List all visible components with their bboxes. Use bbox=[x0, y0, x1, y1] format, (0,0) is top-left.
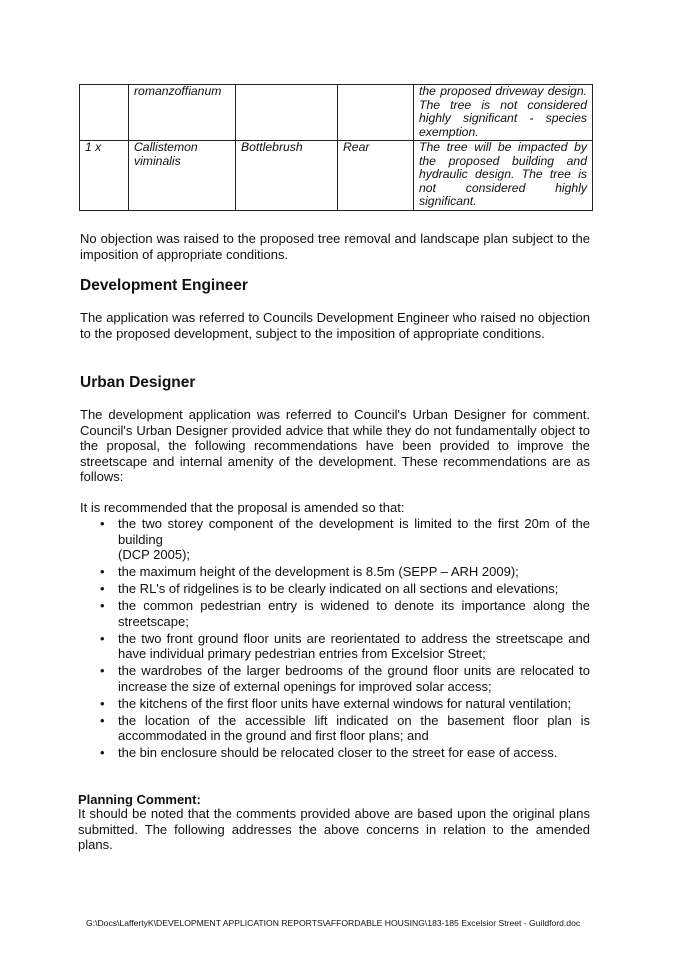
recommendation-text: the maximum height of the development is 8.5m (SEPP – ARH 2009); bbox=[118, 564, 519, 579]
list-item bbox=[80, 663, 590, 694]
common-name-cell bbox=[236, 85, 338, 141]
bullet-icon: • bbox=[100, 598, 105, 613]
comment-cell: the proposed driveway design. The tree is not considered highly significant - species exemption. bbox=[414, 85, 593, 141]
bullet-icon: • bbox=[100, 564, 105, 579]
list-item bbox=[80, 516, 590, 547]
document-path-footer: G:\Docs\LaffertyK\DEVELOPMENT APPLICATION REPORTS\AFFORDABLE HOUSING\183-185 Excelsior Street - Guildford.doc bbox=[86, 918, 581, 928]
location-cell bbox=[338, 85, 414, 141]
bullet-icon: • bbox=[100, 663, 105, 678]
location-cell: Rear bbox=[338, 141, 414, 211]
bullet-icon: • bbox=[100, 581, 105, 596]
recommendation-text: the bin enclosure should be relocated closer to the street for ease of access. bbox=[118, 745, 558, 760]
tree-conclusion-text: No objection was raised to the proposed tree removal and landscape plan subject to the imposition of appropriate conditions. bbox=[80, 231, 590, 262]
development-engineer-heading: Development Engineer bbox=[80, 277, 248, 294]
planning-comment-text: It should be noted that the comments provided above are based upon the original plans submitted. The following addresses the above concerns in relation to the amended plans. bbox=[78, 806, 590, 852]
recommendation-text: the two storey component of the development is limited to the first 20m of the building bbox=[118, 516, 590, 547]
qty-cell bbox=[80, 85, 129, 141]
recommendation-text: the location of the accessible lift indicated on the basement floor plan is accommodated in the ground and first floor plans; and bbox=[118, 712, 590, 743]
recommendation-text: the RL's of ridgelines is to be clearly indicated on all sections and elevations; bbox=[118, 581, 559, 596]
recommendation-text: the common pedestrian entry is widened to denote its importance along the streetscape; bbox=[118, 598, 590, 629]
list-item bbox=[80, 713, 590, 744]
tree-table bbox=[79, 84, 593, 211]
list-item bbox=[80, 547, 590, 563]
planning-comment-heading: Planning Comment: bbox=[78, 792, 201, 807]
urban-designer-text: The development application was referred to Council's Urban Designer for comment. Council's Urban Designer provided advice that while they do not fundamentally object to the proposal, the following recommendations have been provided to improve the streetscape and internal amenity of the development. These recommendations are as follows: bbox=[80, 407, 590, 484]
table-row bbox=[80, 141, 593, 211]
recommendation-intro: It is recommended that the proposal is amended so that: bbox=[80, 500, 405, 515]
comment-cell: The tree will be impacted by the proposed building and hydraulic design. The tree is not considered highly significant. bbox=[414, 141, 593, 211]
recommendation-list bbox=[80, 516, 590, 762]
common-name-cell: Bottlebrush bbox=[236, 141, 338, 211]
botanical-name-cell: Callistemon viminalis bbox=[129, 141, 236, 211]
bullet-icon: • bbox=[100, 516, 105, 531]
bullet-icon: • bbox=[100, 712, 105, 728]
recommendation-text-continued: (DCP 2005); bbox=[118, 547, 191, 562]
bullet-icon: • bbox=[100, 630, 105, 646]
recommendation-text: the two front ground floor units are reorientated to address the streetscape and have individual primary pedestrian entries from Excelsior Street; bbox=[118, 630, 590, 661]
recommendation-text: the wardrobes of the larger bedrooms of the ground floor units are relocated to increase the size of external openings for improved solar access; bbox=[118, 663, 590, 694]
table-row bbox=[80, 85, 593, 141]
bullet-icon: • bbox=[100, 745, 105, 760]
list-item bbox=[80, 696, 590, 712]
list-item bbox=[80, 631, 590, 662]
list-item bbox=[80, 564, 590, 580]
urban-designer-heading: Urban Designer bbox=[80, 374, 196, 391]
list-item bbox=[80, 581, 590, 597]
list-item bbox=[80, 745, 590, 761]
list-item bbox=[80, 598, 590, 629]
development-engineer-text: The application was referred to Councils Development Engineer who raised no objection to the proposed development, subject to the imposition of appropriate conditions. bbox=[80, 310, 590, 341]
botanical-name-cell: romanzoffianum bbox=[129, 85, 236, 141]
bullet-icon: • bbox=[100, 695, 105, 711]
recommendation-text: the kitchens of the first floor units have external windows for natural ventilation; bbox=[118, 695, 572, 711]
qty-cell: 1 x bbox=[80, 141, 129, 211]
